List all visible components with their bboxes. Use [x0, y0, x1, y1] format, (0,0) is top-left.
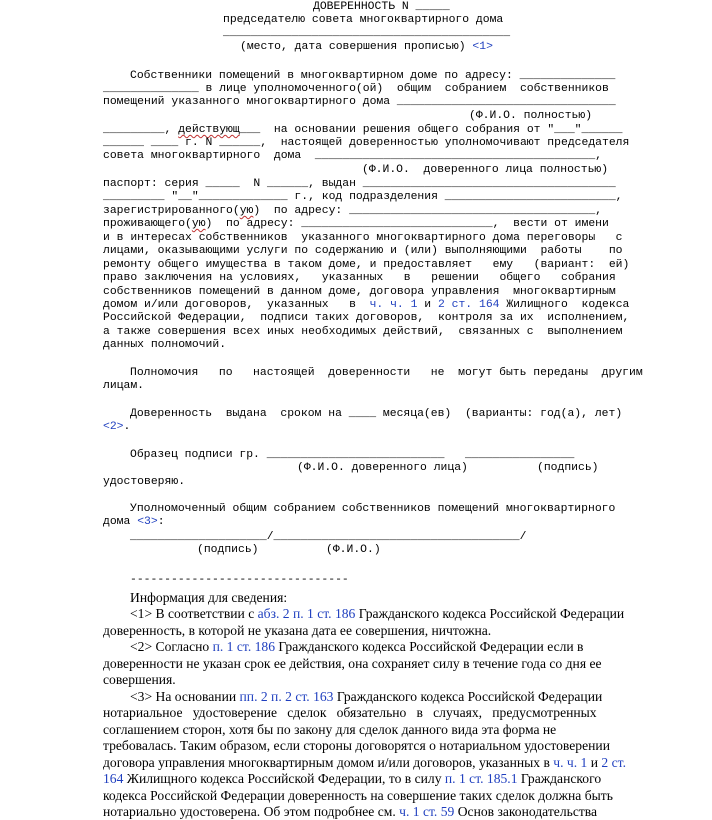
lines-line [103, 205, 602, 218]
law-reference-link[interactable]: 2 ст. 164 [437, 299, 500, 311]
lines-line [103, 259, 629, 272]
lines-line [103, 421, 130, 434]
lines-line [326, 544, 381, 557]
info-line [103, 788, 613, 804]
line-text: нотариальное удостоверение сделок обязательно в случаях, предусмотренных [103, 705, 597, 720]
lines-line [103, 476, 185, 489]
line-text: и [417, 299, 438, 311]
line-text: соглашением сторон, хотя бы по закону для сделок данного вида эта форма не [103, 722, 557, 737]
line-text: и в интересах собственников указанного многоквартирного дома переговоры с [103, 232, 623, 244]
spellcheck-word: ую [239, 205, 254, 217]
law-reference-link[interactable]: ч. ч. 1 [369, 299, 418, 311]
lines-line [103, 150, 602, 163]
lines-line [103, 272, 616, 285]
line-text: лицам. [103, 380, 145, 392]
line-text: требовалась. Таким образом, если стороны договорятся о нотариальном удостоверении [103, 738, 610, 753]
line-text: __________________________________________ [223, 27, 511, 39]
law-reference-link[interactable]: ч. 1 ст. 59 [399, 804, 455, 819]
info-line [103, 738, 610, 754]
info-line [103, 771, 601, 787]
line-text: Полномочия по настоящей доверенности не могут быть переданы другим [130, 367, 643, 379]
line-text: (Ф.И.О. доверенного лица полностью) [362, 164, 609, 176]
line-text: паспорт: серия _____ N ______, выдан _____________________________________ [103, 178, 616, 190]
line-text: совершения. [103, 672, 176, 687]
lines-line [130, 70, 615, 83]
line-text: а также совершения всех иных необходимых действий, связанных с выполнением [103, 326, 623, 338]
lines-line [197, 544, 259, 557]
lines-line [313, 1, 450, 14]
lines-line [103, 137, 629, 150]
line-text: нотариально удостоверена. Об этом подробнее см. [103, 804, 400, 819]
lines-line [362, 164, 608, 177]
line-text: (Ф.И.О. полностью) [469, 110, 593, 122]
lines-line [103, 339, 226, 352]
lines-line [130, 449, 574, 462]
line-text: Собственники помещений в многоквартирном доме по адресу: ______________ [130, 70, 616, 82]
line-text: : [157, 516, 165, 528]
info-line [130, 606, 624, 622]
line-text: дома [103, 516, 138, 528]
line-text: удостоверяю. [103, 476, 186, 488]
line-text: Гражданского кодекса Российской Федерации [355, 606, 625, 621]
line-text: (место, дата совершения прописью) [240, 41, 473, 53]
info-line [130, 689, 602, 705]
line-text: (подпись) [197, 544, 259, 556]
lines-line [103, 326, 623, 339]
line-text: Гражданского кодекса Российской Федерации [333, 689, 603, 704]
info-line [103, 755, 626, 771]
law-reference-link[interactable]: <3> [137, 516, 158, 528]
line-text: (подпись) [537, 462, 599, 474]
line-text: помещений указанного многоквартирного дома ________________________________ [103, 96, 616, 108]
line-text: <1> В соответствии с [130, 606, 258, 621]
line-text: председателю совета многоквартирного дома [223, 14, 504, 26]
line-text: Основ законодательства [454, 804, 598, 819]
line-text: Уполномоченный общим собранием собственников помещений многоквартирного [130, 503, 616, 515]
line-text: _________, [103, 124, 179, 136]
lines-line [103, 83, 609, 96]
lines-line [103, 124, 623, 137]
law-reference-link[interactable]: п. 1 ст. 185.1 [444, 771, 518, 786]
law-reference-link[interactable]: абз. 2 п. 1 ст. 186 [257, 606, 356, 621]
line-text: _________ "__"_____________ г., код подразделения _________________________, [103, 191, 623, 203]
lines-line [223, 27, 510, 40]
line-text: доверенности не указан срок ее действия, она сохраняет силу в течение года со дня ее [103, 656, 602, 671]
lines-line [537, 462, 599, 475]
line-text: зарегистрированного( [103, 205, 240, 217]
line-text: Российской Федерации, подписи таких договоров, контроля за их исполнением, [103, 312, 630, 324]
line-text: ) по адресу: ____________________________, вести от имени [205, 218, 609, 230]
line-text: Гражданского кодекса Российской Федерации если в [275, 639, 584, 654]
line-text: Жилищного кодекса [499, 299, 630, 311]
lines-line [103, 96, 616, 109]
line-text: собственников помещений в данном доме, договора управления многоквартирным [103, 286, 616, 298]
line-text: данных полномочий. [103, 339, 227, 351]
line-text: Информация для сведения: [130, 590, 288, 605]
lines-line [130, 503, 615, 516]
line-text: проживающего( [103, 218, 192, 230]
law-reference-link[interactable]: пп. 2 п. 2 ст. 163 [239, 689, 334, 704]
info-line [130, 639, 583, 655]
line-text: ______________ в лице уполномоченного(ой) общим собранием собственников [103, 83, 609, 95]
lines-line [103, 299, 629, 312]
lines-line [103, 232, 623, 245]
line-text: кодекса Российской Федерации доверенность на совершение таких сделок должна быть [103, 788, 613, 803]
line-text: Жилищного кодекса Российской Федерации, то в силу [123, 771, 445, 786]
line-text: ___ на основании решения общего собрания от "___"______ [239, 124, 623, 136]
line-text: -------------------------------- [130, 574, 349, 586]
lines-line [240, 41, 493, 54]
line-text: домом и/или договоров, указанных в [103, 299, 370, 311]
lines-line [103, 191, 623, 204]
lines-line [130, 531, 526, 544]
law-reference-link[interactable]: 164 [103, 771, 124, 786]
lines-line [103, 245, 623, 258]
law-reference-link[interactable]: ч. ч. 1 [553, 755, 588, 770]
line-text: ДОВЕРЕННОСТЬ N _____ [313, 1, 450, 13]
line-text: <3> На основании [130, 689, 240, 704]
spellcheck-word: ую [191, 218, 206, 230]
line-text: ) по адресу: ____________________________________, [253, 205, 603, 217]
line-text: совета многоквартирного дома _________________________________________, [103, 150, 602, 162]
lines-line [103, 218, 609, 231]
line-text: ____________________/____________________________________/ [130, 531, 527, 543]
line-text: Образец подписи гр. __________________________ ________________ [130, 449, 575, 461]
law-reference-link[interactable]: п. 1 ст. 186 [212, 639, 276, 654]
lines-line [103, 312, 629, 325]
lines-line [103, 380, 144, 393]
line-text: лицами, оказывающими услуги по содержанию и (или) выполняющими работы по [103, 245, 623, 257]
info-line [103, 722, 556, 738]
line-text: (Ф.И.О.) [326, 544, 381, 556]
lines-line [297, 462, 468, 475]
line-text: и [587, 755, 602, 770]
line-text: . [123, 421, 131, 433]
info-line [103, 672, 176, 688]
line-text: <2> Согласно [130, 639, 213, 654]
lines-line [223, 14, 503, 27]
line-text: доверенность, в которой не указана дата ее совершения, ничтожна. [103, 623, 492, 638]
line-text: право заключения на условиях, указанных в решении общего собрания [103, 272, 616, 284]
lines-line [130, 408, 622, 421]
info-line [103, 804, 597, 820]
line-text: ремонту общего имущества в таком доме, и предоставляет ему (вариант: ей) [103, 259, 630, 271]
lines-line [130, 367, 643, 380]
info-line [103, 623, 491, 639]
lines-line [469, 110, 592, 123]
lines-line [103, 178, 616, 191]
info-line [130, 590, 287, 606]
info-line [103, 656, 602, 672]
line-text: ______ ____ г. N ______, настоящей доверенностью уполномочивают председателя [103, 137, 630, 149]
lines-line [130, 574, 349, 587]
lines-line [103, 516, 165, 529]
line-text: Гражданского [517, 771, 602, 786]
line-text: Доверенность выдана сроком на ____ месяца(ев) (варианты: год(а), лет) [130, 408, 623, 420]
lines-line [103, 286, 616, 299]
law-reference-link[interactable]: <1> [472, 41, 493, 53]
law-reference-link[interactable]: <2> [103, 421, 124, 433]
line-text: (Ф.И.О. доверенного лица) [297, 462, 468, 474]
line-text: договора управления многоквартирным домом и/или договоров, указанных в [103, 755, 554, 770]
spellcheck-word: действующ [178, 124, 240, 136]
info-line [103, 705, 597, 721]
law-reference-link[interactable]: 2 ст. [601, 755, 626, 770]
